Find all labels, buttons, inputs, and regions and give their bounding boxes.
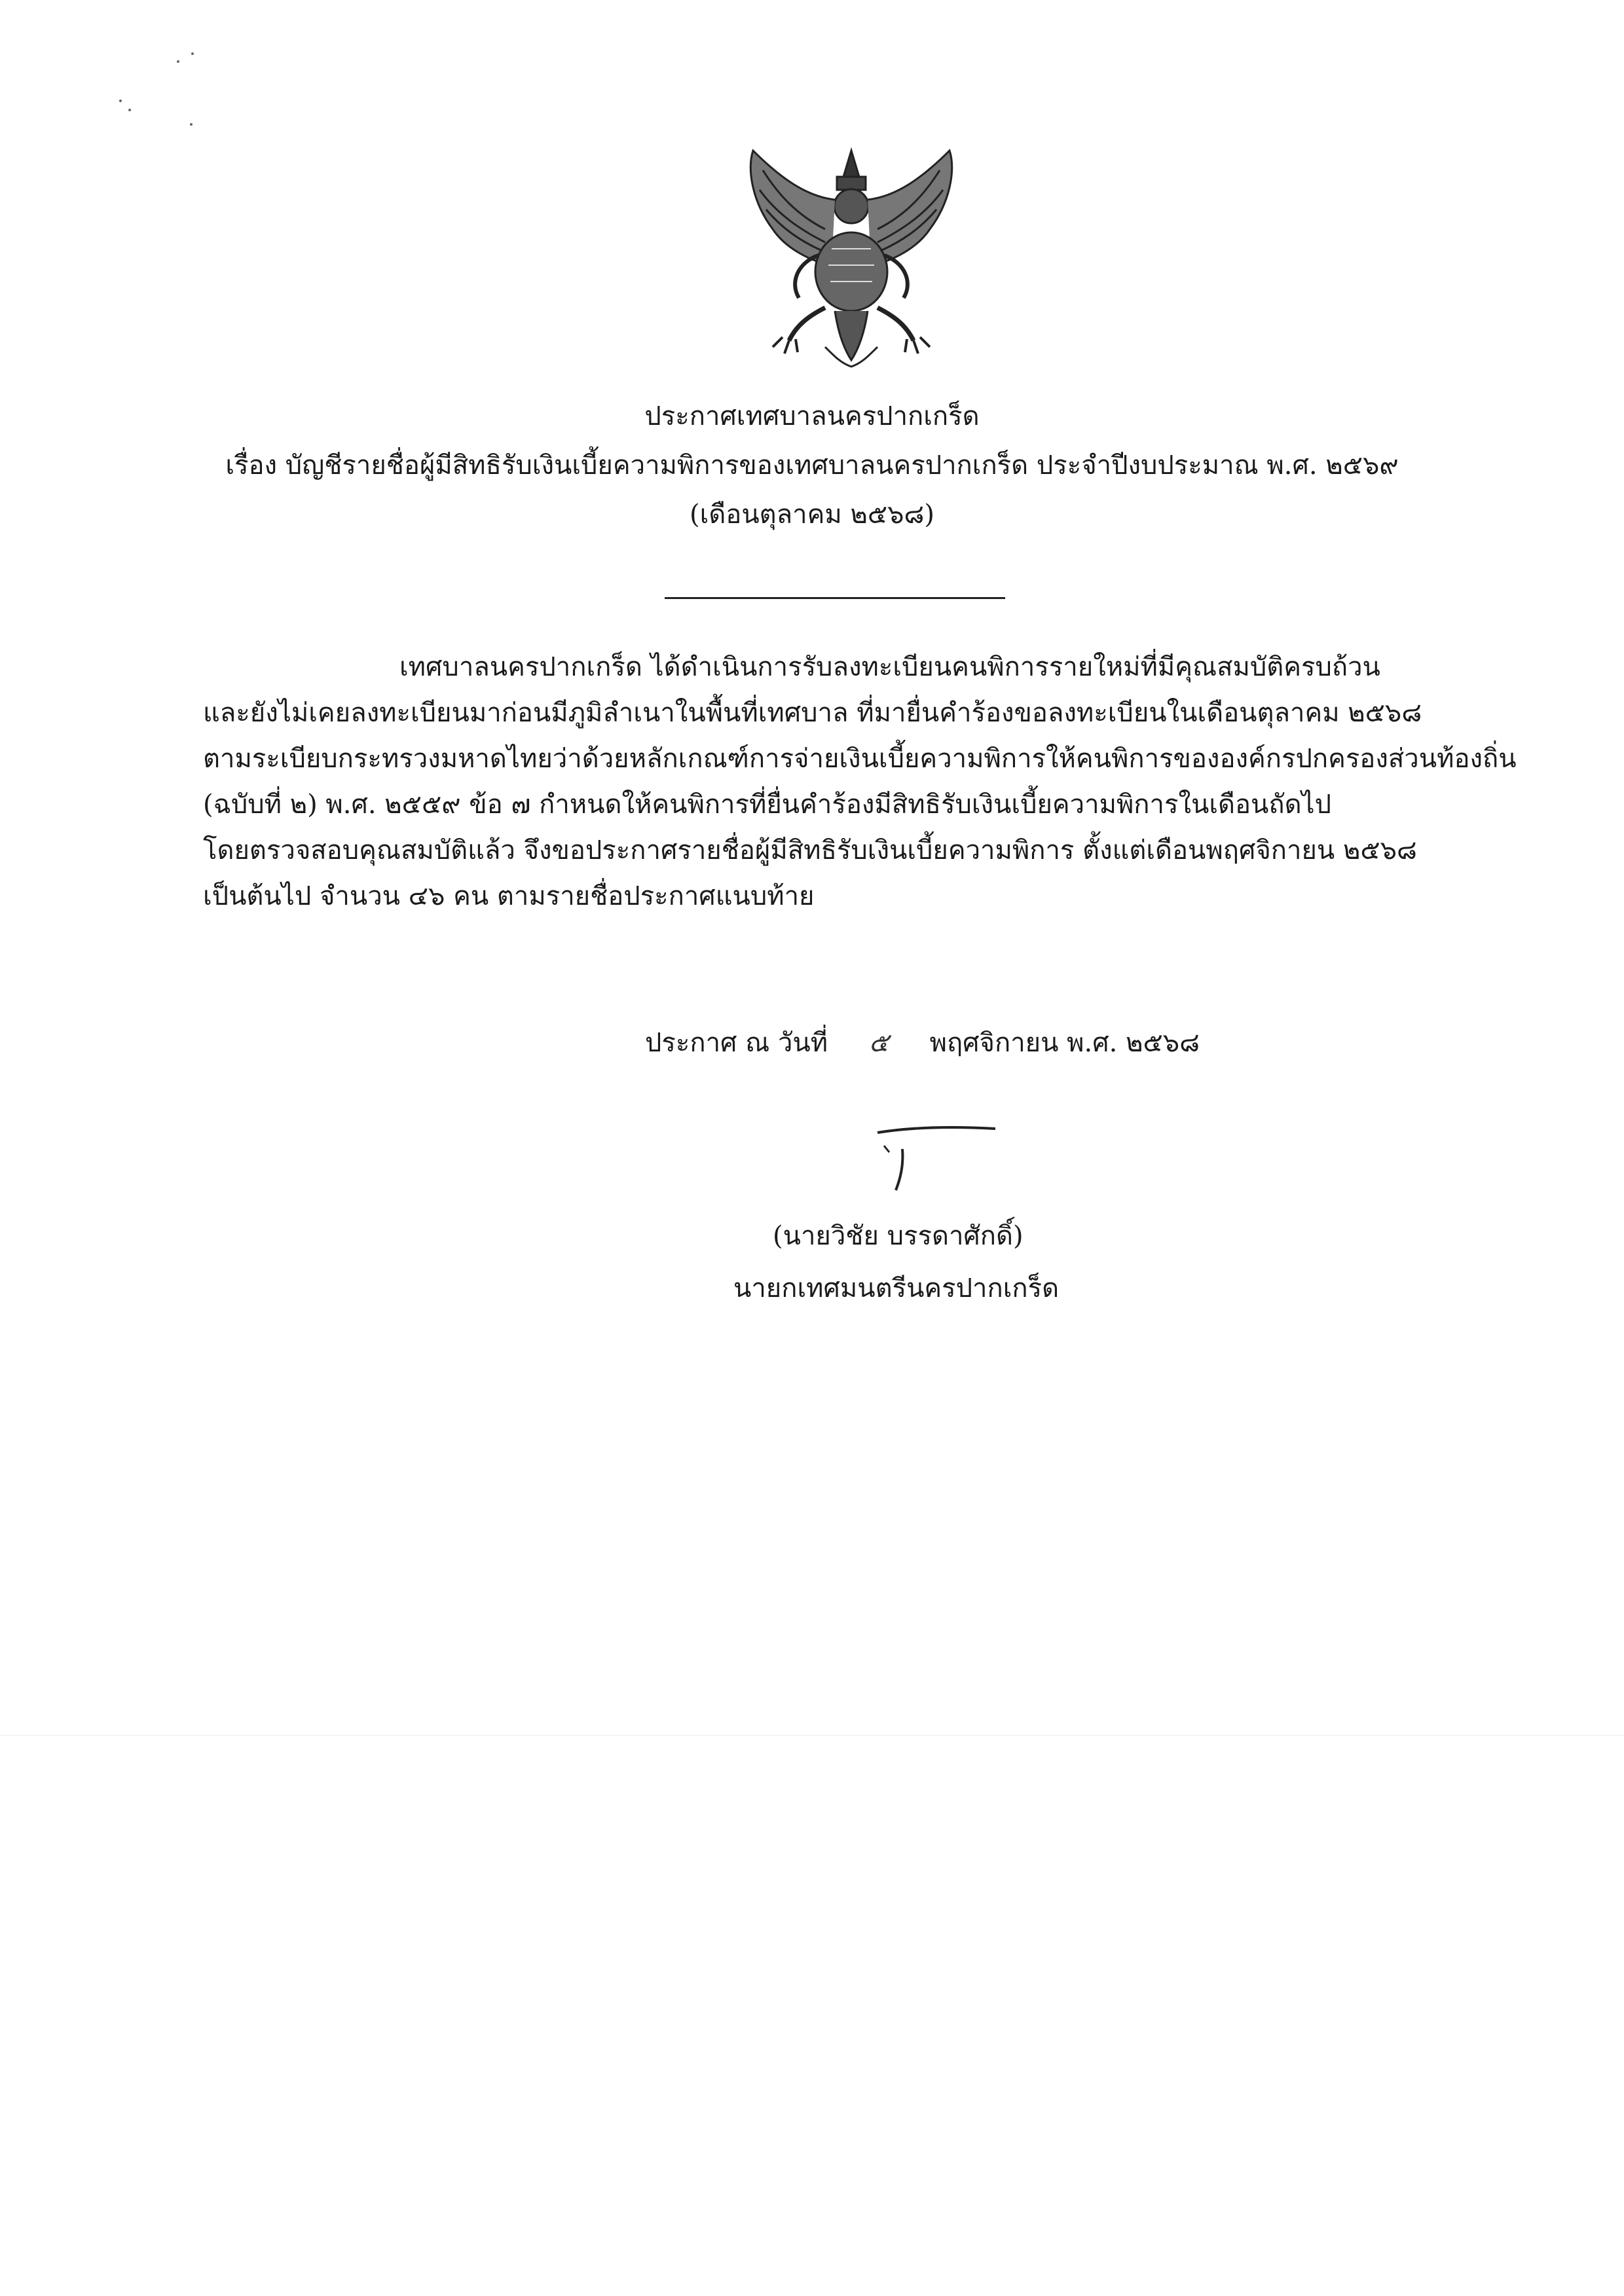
scan-speck	[177, 60, 179, 63]
document-title: ประกาศเทศบาลนครปากเกร็ด	[644, 401, 980, 431]
signatory-name: (นายวิชัย บรรดาศักดิ์)	[773, 1221, 1024, 1251]
body-line: โดยตรวจสอบคุณสมบัติแล้ว จึงขอประกาศรายชื่อผู้มีสิทธิรับเงินเบี้ยความพิการ ตั้งแต่เดือนพฤศจิกายน ๒๕๖๘	[203, 835, 1417, 866]
body-line: เทศบาลนครปากเกร็ด ได้ดำเนินการรับลงทะเบียนคนพิการรายใหม่ที่มีคุณสมบัติครบถ้วน	[399, 652, 1380, 682]
scan-speck	[119, 100, 122, 102]
announcement-date	[645, 1021, 1200, 1063]
signatory-position: นายกเทศมนตรีนครปากเกร็ด	[733, 1273, 1060, 1303]
document-month-note: (เดือนตุลาคม ๒๕๖๘)	[690, 500, 934, 530]
announcement-prefix: ประกาศ ณ วันที่	[645, 1028, 828, 1058]
announcement-day: ๕	[868, 1028, 889, 1058]
scan-speck	[191, 52, 194, 55]
document-subject: เรื่อง บัญชีรายชื่อผู้มีสิทธิรับเงินเบี้ยความพิการของเทศบาลนครปากเกร็ด ประจำปีงบประมาณ พ.ศ. ๒๕๖๙	[225, 450, 1399, 481]
title-divider	[665, 597, 1005, 599]
body-line: เป็นต้นไป จำนวน ๔๖ คน ตามรายชื่อประกาศแนบท้าย	[203, 881, 815, 911]
scan-artifact-line	[0, 1735, 1624, 1736]
body-line: และยังไม่เคยลงทะเบียนมาก่อนมีภูมิลำเนาในพื้นที่เทศบาล ที่มายื่นคำร้องขอลงทะเบียนในเดือนตุลาคม ๒๕๖๘	[203, 698, 1422, 728]
scan-speck	[190, 123, 193, 126]
scan-speck	[128, 109, 131, 111]
body-paragraph	[203, 651, 1519, 926]
signature-mark	[871, 1120, 1002, 1198]
body-line: ตามระเบียบกระทรวงมหาดไทยว่าด้วยหลักเกณฑ์การจ่ายเงินเบี้ยความพิการให้คนพิการขององค์กรปกครองส่วนท้องถิ่น	[203, 744, 1517, 774]
announcement-month-year: พฤศจิกายน พ.ศ. ๒๕๖๘	[929, 1028, 1200, 1058]
garuda-emblem-icon	[727, 131, 976, 380]
body-line: (ฉบับที่ ๒) พ.ศ. ๒๕๕๙ ข้อ ๗ กำหนดให้คนพิการที่ยื่นคำร้องมีสิทธิรับเงินเบี้ยความพิการในเดือนถัดไป	[203, 790, 1332, 820]
